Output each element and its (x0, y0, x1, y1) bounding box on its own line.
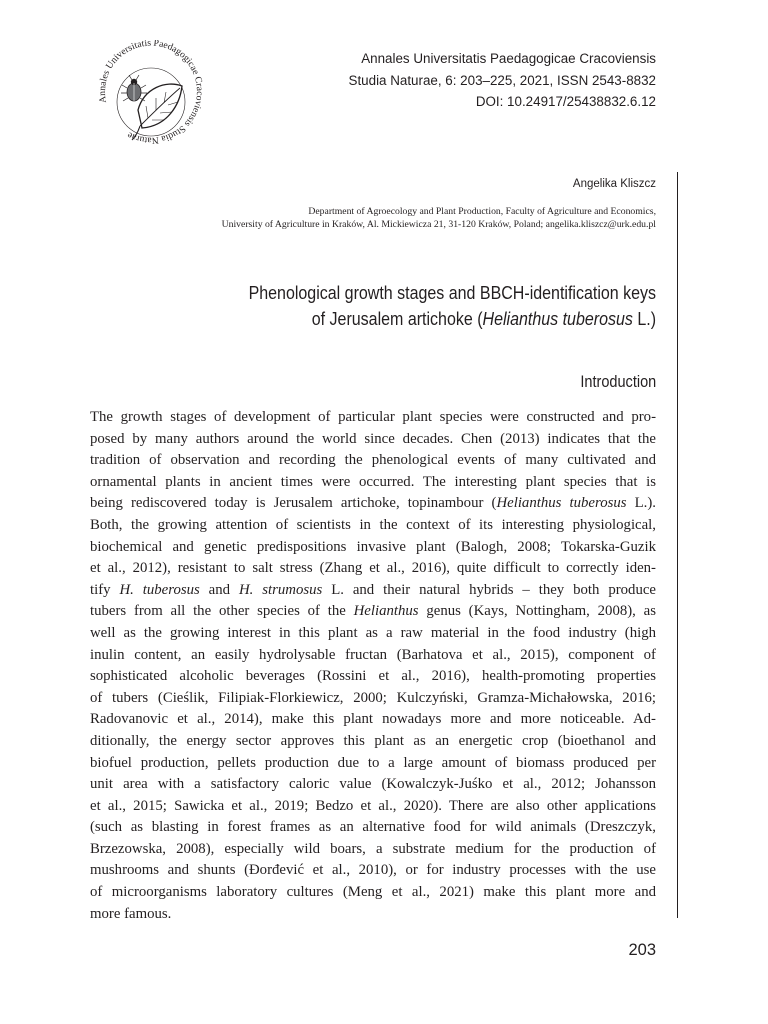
journal-header (349, 48, 656, 113)
title-text: of Jerusalem artichoke ( (311, 308, 483, 329)
body-line: Both, the growing attention of scientists in the context of its interesting physiological, (90, 516, 656, 533)
body-line: et al., 2015; Sawicka et al., 2019; Bedzo et al., 2020). There are also other applications (90, 797, 656, 814)
affiliation-line-2: University of Agriculture in Kraków, Al. Mickiewicza 21, 31-120 Kraków, Poland; angelika.kliszcz@urk.edu.pl (221, 219, 656, 230)
body-line: ornamental plants in ancient times were occurred. The interesting plant species that is (90, 473, 656, 490)
body-line: sophisticated alcoholic beverages (Rossini et al., 2016), health-promoting properties (90, 668, 656, 685)
margin-rule (677, 172, 678, 918)
journal-volume: Studia Naturae, 6: 203–225, 2021, ISSN 2543-8832 (348, 72, 656, 88)
title-line-1: Phenological growth stages and BBCH-identification keys (248, 283, 656, 303)
body-line: mushrooms and shunts (Đorđević et al., 2010), or for industry processes with the use (90, 862, 656, 879)
body-line: more famous. (90, 905, 172, 922)
body-line: tradition of observation and recording the phenological events of many cultivated and (90, 452, 656, 469)
body-line: biochemical and genetic predispositions invasive plant (Balogh, 2008; Tokarska-Guzik (90, 538, 656, 555)
journal-doi: DOI: 10.24917/25438832.6.12 (475, 94, 656, 109)
journal-name: Annales Universitatis Paedagogicae Cracoviensis (361, 51, 656, 66)
body-line: of tubers (Cieślik, Filipiak-Florkiewicz, 2000; Kulczyński, Gramza-Michałowska, 2016; (90, 689, 656, 706)
author-name: Angelika Kliszcz (572, 178, 656, 190)
body-line: inulin content, an easily hydrolysable fructan (Barhatova et al., 2015), component of (90, 646, 656, 663)
page-number: 203 (628, 941, 656, 959)
title-text-end: L.) (632, 308, 656, 329)
body-line: (such as blasting in forest frames as an alternative food for wild animals (Dreszczyk, (90, 819, 656, 836)
body-line: ditionally, the energy sector approves this plant as an energetic crop (bioethanol and (90, 732, 656, 749)
body-line: posed by many authors around the world since decades. Chen (2013) indicates that the (90, 430, 656, 447)
body-line: The growth stages of development of particular plant species were constructed and pro- (90, 409, 656, 425)
body-line: Brzezowska, 2008), especially wild boars, a substrate medium for the production of (90, 840, 656, 857)
body-line: et al., 2012), resistant to salt stress (Zhang et al., 2016), quite difficult to correctly iden- (90, 560, 656, 577)
body-line: tify H. tuberosus and H. strumosus L. and their natural hybrids – they both produce (90, 581, 656, 598)
body-line: Radovanovic et al., 2014), make this plant nowadays more and more noticeable. Ad- (90, 711, 656, 728)
body-line: tubers from all the other species of the Helianthus genus (Kays, Nottingham, 2008), as (90, 603, 656, 620)
leaf-beetle-emblem-icon (86, 40, 216, 158)
affiliation-line-1: Department of Agroecology and Plant Production, Faculty of Agriculture and Economics, (308, 206, 656, 217)
title-line-2 (249, 307, 656, 333)
body-text (90, 407, 656, 925)
journal-logo (86, 40, 216, 158)
section-heading: Introduction (580, 373, 656, 391)
body-line: unit area with a satisfactory caloric value (Kowalczyk-Juśko et al., 2012; Johansson (90, 776, 656, 793)
body-line: biofuel production, pellets production due to a large amount of biomass produced per (90, 754, 656, 771)
body-line: of microorganisms laboratory cultures (Meng et al., 2021) make this plant more and (90, 884, 656, 901)
logo-ring-text: Annales Universitatis Paedagogicae Cracoviensis Studia Naturae (96, 40, 206, 146)
article-title (249, 281, 656, 332)
body-line: well as the growing interest in this plant as a raw material in the food industry (high (90, 624, 656, 641)
author-affiliation (222, 205, 656, 231)
title-species: Helianthus tuberosus (482, 308, 633, 329)
body-line: being rediscovered today is Jerusalem artichoke, topinambour (Helianthus tuberosus L.). (90, 495, 656, 512)
